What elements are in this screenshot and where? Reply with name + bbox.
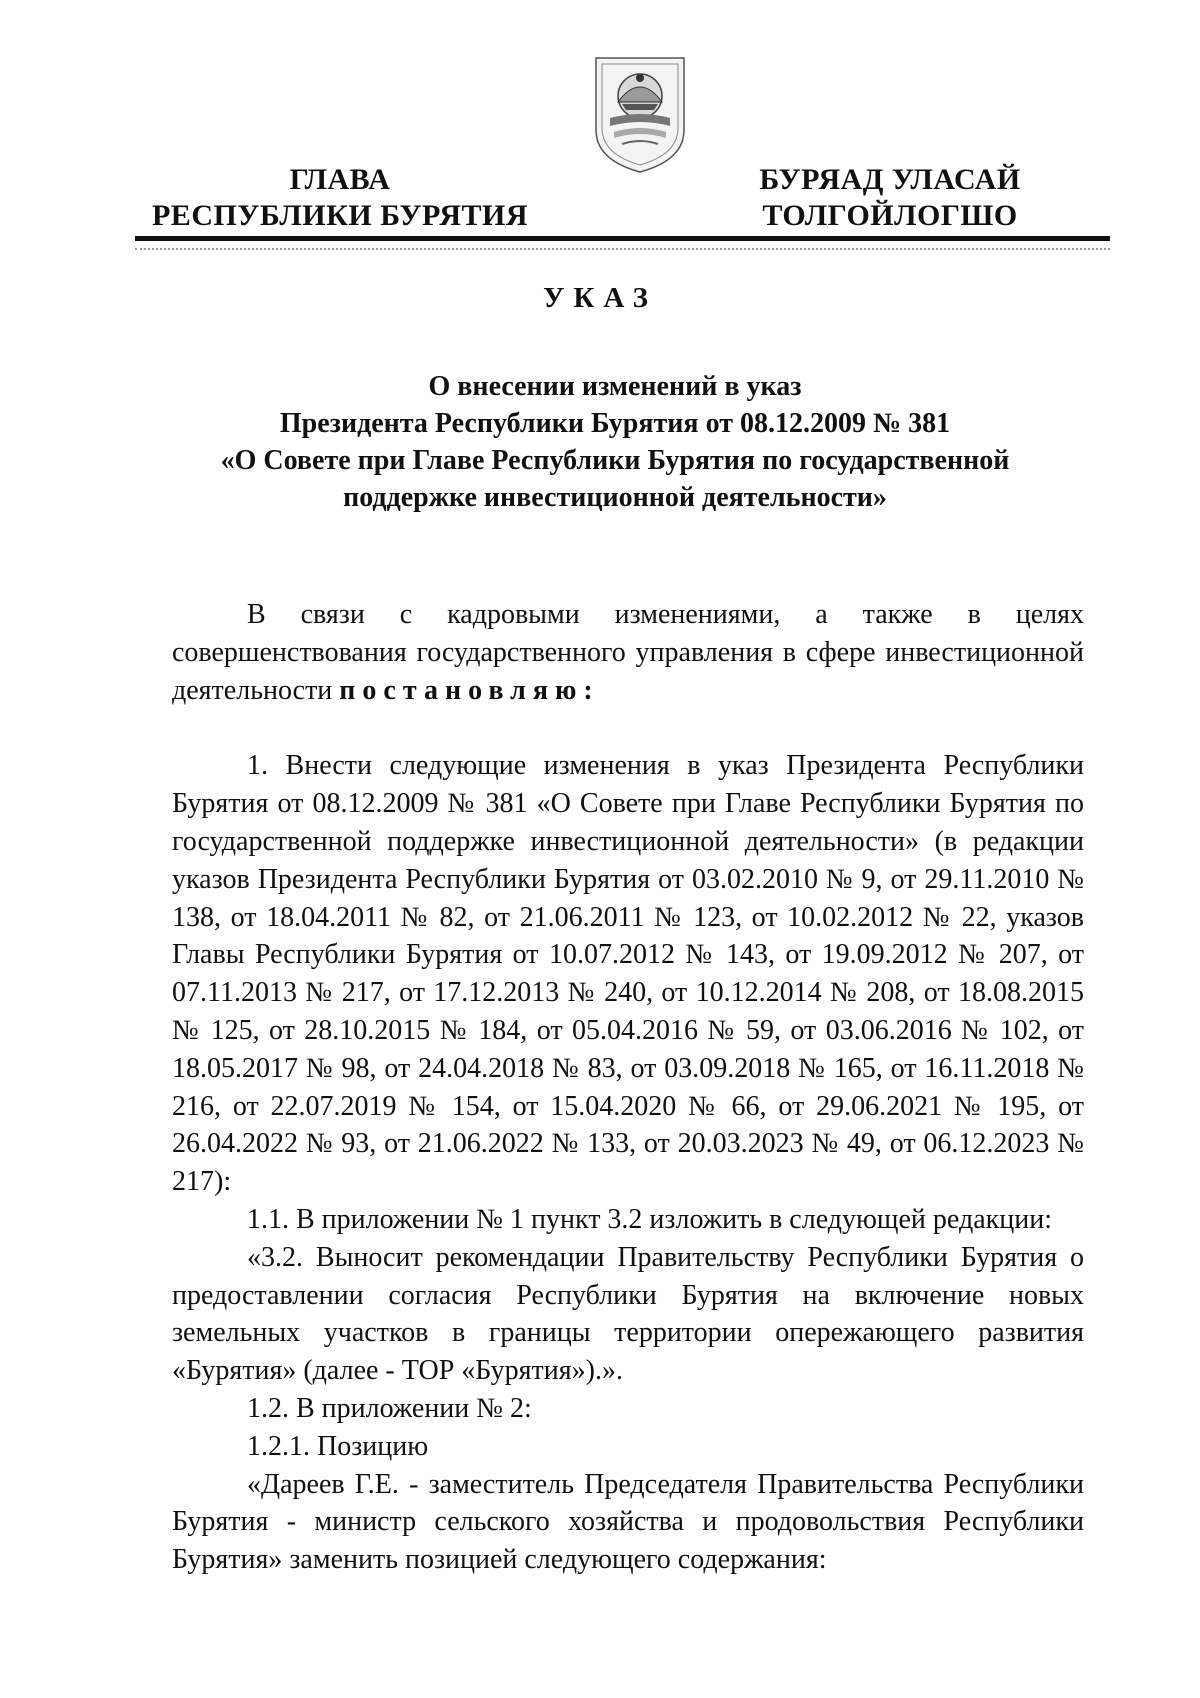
issuer-line-1-buryat: БУРЯАД УЛАСАЙ [759, 163, 1021, 196]
preamble-text: В связи с кадровыми изменениями, а также в целях совершенствования государственного управления в сфере инвестиционной деятельности [172, 599, 1084, 706]
item-1-2-1-paragraph: 1.2.1. Позицию [247, 1430, 429, 1462]
resolve-word: постановляю: [339, 674, 600, 706]
item-1-1-paragraph: 1.1. В приложении № 1 пункт 3.2 изложить в следующей редакции: [247, 1203, 1052, 1235]
coat-of-arms-icon [588, 52, 692, 176]
document-type: УКАЗ [543, 282, 657, 314]
item-1-1-quote-paragraph: «3.2. Выносит рекомендации Правительству Республики Бурятия о предоставлении согласия Республики Бурятия на включение новых земельных участков в границы территории опережающего развития «Бурятия» (далее - ТОР «Бурятия»).». [172, 1241, 1084, 1387]
issuer-line-2-buryat: ТОЛГОЙЛОГШО [762, 199, 1018, 232]
issuer-line-1: ГЛАВА [289, 163, 391, 196]
header-rule-thick [135, 236, 1110, 241]
title-line-1: О внесении изменений в указ [428, 371, 802, 402]
title-line-3: «О Совете при Главе Республики Бурятия по государственной [220, 445, 1010, 476]
item-1-paragraph: 1. Внести следующие изменения в указ Президента Республики Бурятия от 08.12.2009 № 381 «О Совете при Главе Республики Бурятия по государственной поддержке инвестиционной деятельности» (в редакции указов Президента Республики Бурятия от 03.02.2010 № 9, от 29.11.2010 № 138, от 18.04.2011 № 82, от 21.06.2011 № 123, от 10.02.2012 № 22, указов Главы Республики Бурятия от 10.07.2012 № 143, от 19.09.2012 № 207, от 07.11.2013 № 217, от 17.12.2013 № 240, от 10.12.2014 № 208, от 18.08.2015 № 125, от 28.10.2015 № 184, от 05.04.2016 № 59, от 03.06.2016 № 102, от 18.05.2017 № 98, от 24.04.2018 № 83, от 03.09.2018 № 165, от 16.11.2018 № 216, от 22.07.2019 № 154, от 15.04.2020 № 66, от 29.06.2021 № 195, от 26.04.2022 № 93, от 21.06.2022 № 133, от 20.03.2023 № 49, от 06.12.2023 № 217): [172, 750, 1084, 1198]
title-line-4: поддержке инвестиционной деятельности» [343, 482, 887, 513]
document-title [150, 368, 1080, 516]
header-rule-thin [135, 248, 1110, 250]
issuer-header-russian [150, 162, 530, 234]
item-1-2-paragraph: 1.2. В приложении № 2: [247, 1392, 532, 1424]
issuer-line-2: РЕСПУБЛИКИ БУРЯТИЯ [151, 199, 529, 232]
preamble-paragraph [172, 596, 1084, 709]
item-1-2-1-quote-paragraph: «Дареев Г.Е. - заместитель Председателя Правительства Республики Бурятия - министр сельского хозяйства и продовольствия Республики Бурятия» заменить позицией следующего содержания: [172, 1468, 1084, 1576]
document-body [172, 596, 1084, 1579]
issuer-header-buryat [745, 162, 1035, 234]
title-line-2: Президента Республики Бурятия от 08.12.2009 № 381 [279, 408, 951, 439]
